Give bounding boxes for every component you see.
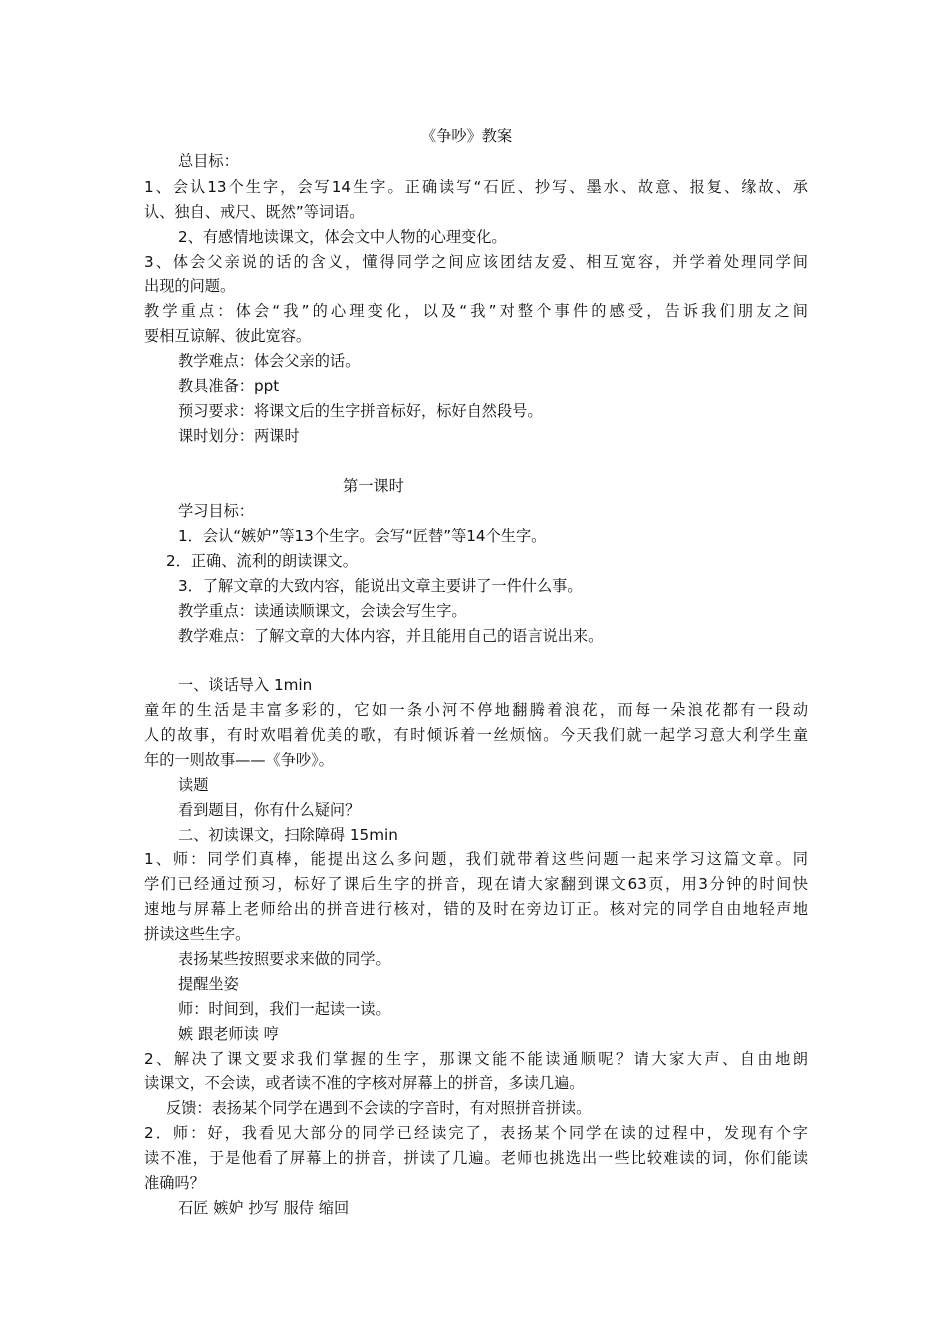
intro-line-1: 童年的生活是丰富多彩的，它如一条小河不停地翻腾着浪花，而每一朵浪花都有一段动 (144, 701, 808, 719)
goal-item-3-line-1: 3、体会父亲说的话的含义，懂得同学之间应该团结友爱、相互宽容，并学着处理同学间 (144, 253, 808, 271)
period-division: 课时划分：两课时 (178, 427, 300, 445)
teacher-time: 师：时间到，我们一起读一读。 (178, 1000, 391, 1018)
step-1-line-4: 拼读这些生字。 (144, 925, 251, 943)
praise-note: 表扬某些按照要求来做的同学。 (178, 950, 391, 968)
step-3-line-2: 读不准，于是他看了屏幕上的拼音，拼读了几遍。老师也挑选出一些比较难读的词，你们能读 (144, 1149, 808, 1167)
step-2-line-1: 2、解决了课文要求我们掌握的生字，那课文能不能读通顺呢？请大家大声、自由地朗 (144, 1050, 808, 1068)
objective-2: 2．正确、流利的朗读课文。 (166, 552, 358, 570)
intro-line-3: 年的一则故事——《争吵》。 (144, 751, 334, 769)
step-1-line-2: 学们已经通过预习，标好了课后生字的拼音，现在请大家翻到课文63页，用3分钟的时间快 (144, 875, 808, 893)
step-1-line-1: 1、师：同学们真棒，能提出这么多问题，我们就带着这些问题一起来学习这篇文章。同 (144, 850, 808, 868)
posture-reminder: 提醒坐姿 (178, 975, 239, 993)
read-title: 读题 (178, 776, 209, 794)
section-1-heading: 一、谈话导入 1min (178, 676, 313, 694)
question: 看到题目，你有什么疑问？ (178, 801, 361, 819)
objective-3: 3．了解文章的大致内容，能说出文章主要讲了一件什么事。 (178, 577, 583, 595)
step-1-line-3: 速地与屏幕上老师给出的拼音进行核对，错的及时在旁边订正。核对完的同学自由地轻声地 (144, 900, 808, 918)
preview-requirement: 预习要求：将课文后的生字拼音标好，标好自然段号。 (178, 402, 543, 420)
follow-reading: 嫉 跟老师读 哼 (178, 1025, 279, 1043)
difficult-words: 石匠 嫉妒 抄写 服侍 缩回 (178, 1199, 350, 1217)
tools: 教具准备：ppt (178, 377, 280, 395)
step-2-line-2: 读课文，不会读，或者读不准的字核对屏幕上的拼音，多读几遍。 (144, 1074, 585, 1092)
goal-item-3-line-2: 出现的问题。 (144, 277, 236, 295)
key-point-line-2: 要相互谅解、彼此宽容。 (144, 327, 312, 345)
intro-line-2: 人的故事，有时欢唱着优美的歌，有时倾诉着一丝烦恼。今天我们就一起学习意大利学生童 (144, 726, 808, 744)
lesson-key-point: 教学重点：读通读顺课文，会读会写生字。 (178, 602, 467, 620)
objective-1: 1．会认“嫉妒”等13个生字。会写“匠替”等14个生字。 (178, 527, 547, 545)
lesson-1-heading: 第一课时 (343, 477, 404, 495)
goal-item-2: 2、有感情地读课文，体会文中人物的心理变化。 (178, 228, 507, 246)
step-3-line-1: 2．师：好，我看见大部分的同学已经读完了，表扬某个同学在读的过程中，发现有个字 (144, 1124, 808, 1142)
goals-heading: 总目标： (178, 152, 239, 170)
goal-item-1-line-1: 1、会认13个生字，会写14生字。正确读写“石匠、抄写、墨水、故意、报复、缘故、承 (144, 178, 808, 196)
feedback: 反馈：表扬某个同学在遇到不会读的字音时，有对照拼音拼读。 (166, 1099, 592, 1117)
goal-item-1-line-2: 认、独自、戒尺、既然”等词语。 (144, 203, 365, 221)
step-3-line-3: 准确吗？ (144, 1174, 205, 1192)
section-2-heading: 二、初读课文，扫除障碍 15min (178, 826, 398, 844)
document-title: 《争吵》教案 (421, 127, 513, 145)
key-point-line-1: 教学重点：体会“我”的心理变化，以及“我”对整个事件的感受，告诉我们朋友之间 (144, 302, 808, 320)
objectives-heading: 学习目标： (178, 502, 254, 520)
difficulty: 教学难点：体会父亲的话。 (178, 352, 361, 370)
lesson-difficulty: 教学难点：了解文章的大体内容，并且能用自己的语言说出来。 (178, 627, 604, 645)
